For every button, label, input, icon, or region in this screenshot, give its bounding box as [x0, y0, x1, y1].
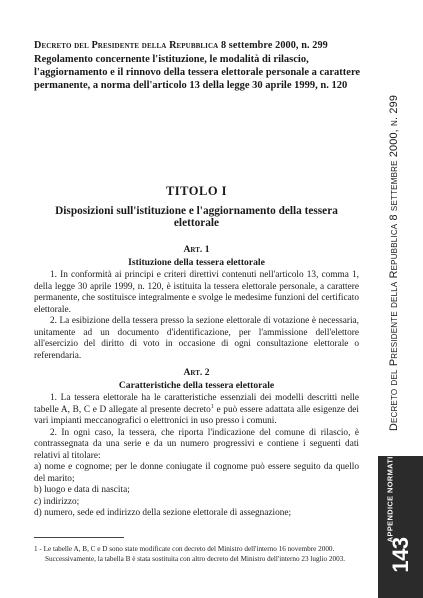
art2-item-a: a) nome e cognome; per le donne coniugate il cognome può essere seguito da quello del marito;: [34, 462, 359, 484]
art1-heading: Art. 1: [183, 244, 210, 255]
section-tab-label: [378, 445, 402, 542]
art2-body: [34, 393, 359, 520]
decree-title: Regolamento concernente l'istituzione, le modalità di rilascio, l'aggiornamento e il rinnovo della tessera elettorale personale a carattere permanente, a norma dell'articolo 13 della legge 30 aprile 1999, n. 120: [34, 54, 361, 92]
section-label-text: APPENDICE NORMATIVA: [385, 445, 395, 542]
art1-body: [34, 270, 359, 362]
art2-subheading: Caratteristiche della tessera elettorale: [118, 380, 275, 391]
footnote-reference: 1: [210, 403, 214, 410]
decree-date: 8 settembre 2000, n. 299: [220, 40, 328, 51]
art2-p1-text-b: e può essere adattata alle esigenze dei vari impianti meccanografici o elettronici in uso presso i comuni.: [34, 404, 359, 426]
titolo-subheading: Disposizioni sull'istituzione e l'aggiornamento della tessera elettorale: [55, 205, 338, 229]
decree-prefix: Decreto del Presidente della Repubblica: [34, 40, 219, 51]
art1-subheading: Istituzione della tessera elettorale: [128, 257, 265, 268]
page-number: [378, 531, 423, 579]
decree-reference: [34, 39, 359, 52]
art2-paragraph-1: [34, 393, 359, 428]
art2-item-b: b) luogo e data di nascita;: [34, 485, 130, 495]
art2-p1-text-a: 1. La tessera elettorale ha le caratteristiche essenziali dei modelli descritti nelle tabelle A, B, C e D allegate al presente decreto: [34, 393, 359, 415]
footnote-line-1: 1 - Le tabelle A, B, C e D sono state modificate con decreto del Ministro dell'interno 16 novembre 2000.: [34, 545, 335, 553]
running-title-text: Decreto del Presidente della Repubblica 8 settembre 2000, n. 299: [388, 94, 400, 432]
footnote-divider: [34, 537, 124, 538]
footnote: [34, 544, 368, 564]
art1-paragraph-2: 2. La esibizione della tessera presso la sezione elettorale di votazione è necessaria, unitamente ad un documento d'identificazione, per l'ammissione dell'elettore all'esercizio del diritto di voto in occasione di ogni consultazione elettorale o referendaria.: [34, 316, 359, 361]
page-number-text: 143: [387, 537, 413, 573]
titolo-heading: TITOLO I: [165, 184, 228, 198]
art2-item-c: c) indirizzo;: [34, 496, 80, 507]
art2-item-d: d) numero, sede ed indirizzo della sezione elettorale di assegnazione;: [34, 508, 292, 518]
footnote-line-2: Successivamente, la tabella B è stata sostituita con altro decreto del Ministro dell'interno 23 luglio 2003.: [45, 555, 346, 563]
art2-heading: Art. 2: [183, 367, 210, 378]
running-title: [383, 94, 405, 432]
art2-paragraph-2: 2. In ogni caso, la tessera, che riporta l'indicazione del comune di rilascio, è contrassegnata da una serie e da un numero progressivi e contiene i seguenti dati relativi al titolare:: [34, 427, 359, 461]
art1-paragraph-1: 1. In conformità ai principi e criteri direttivi contenuti nell'articolo 13, comma 1, della legge 30 aprile 1999, n. 120, è istituita la tessera elettorale personale, a carattere permanente, che sostituisce integralmente e svolge le medesime funzioni del certificato elettorale.: [34, 270, 359, 315]
